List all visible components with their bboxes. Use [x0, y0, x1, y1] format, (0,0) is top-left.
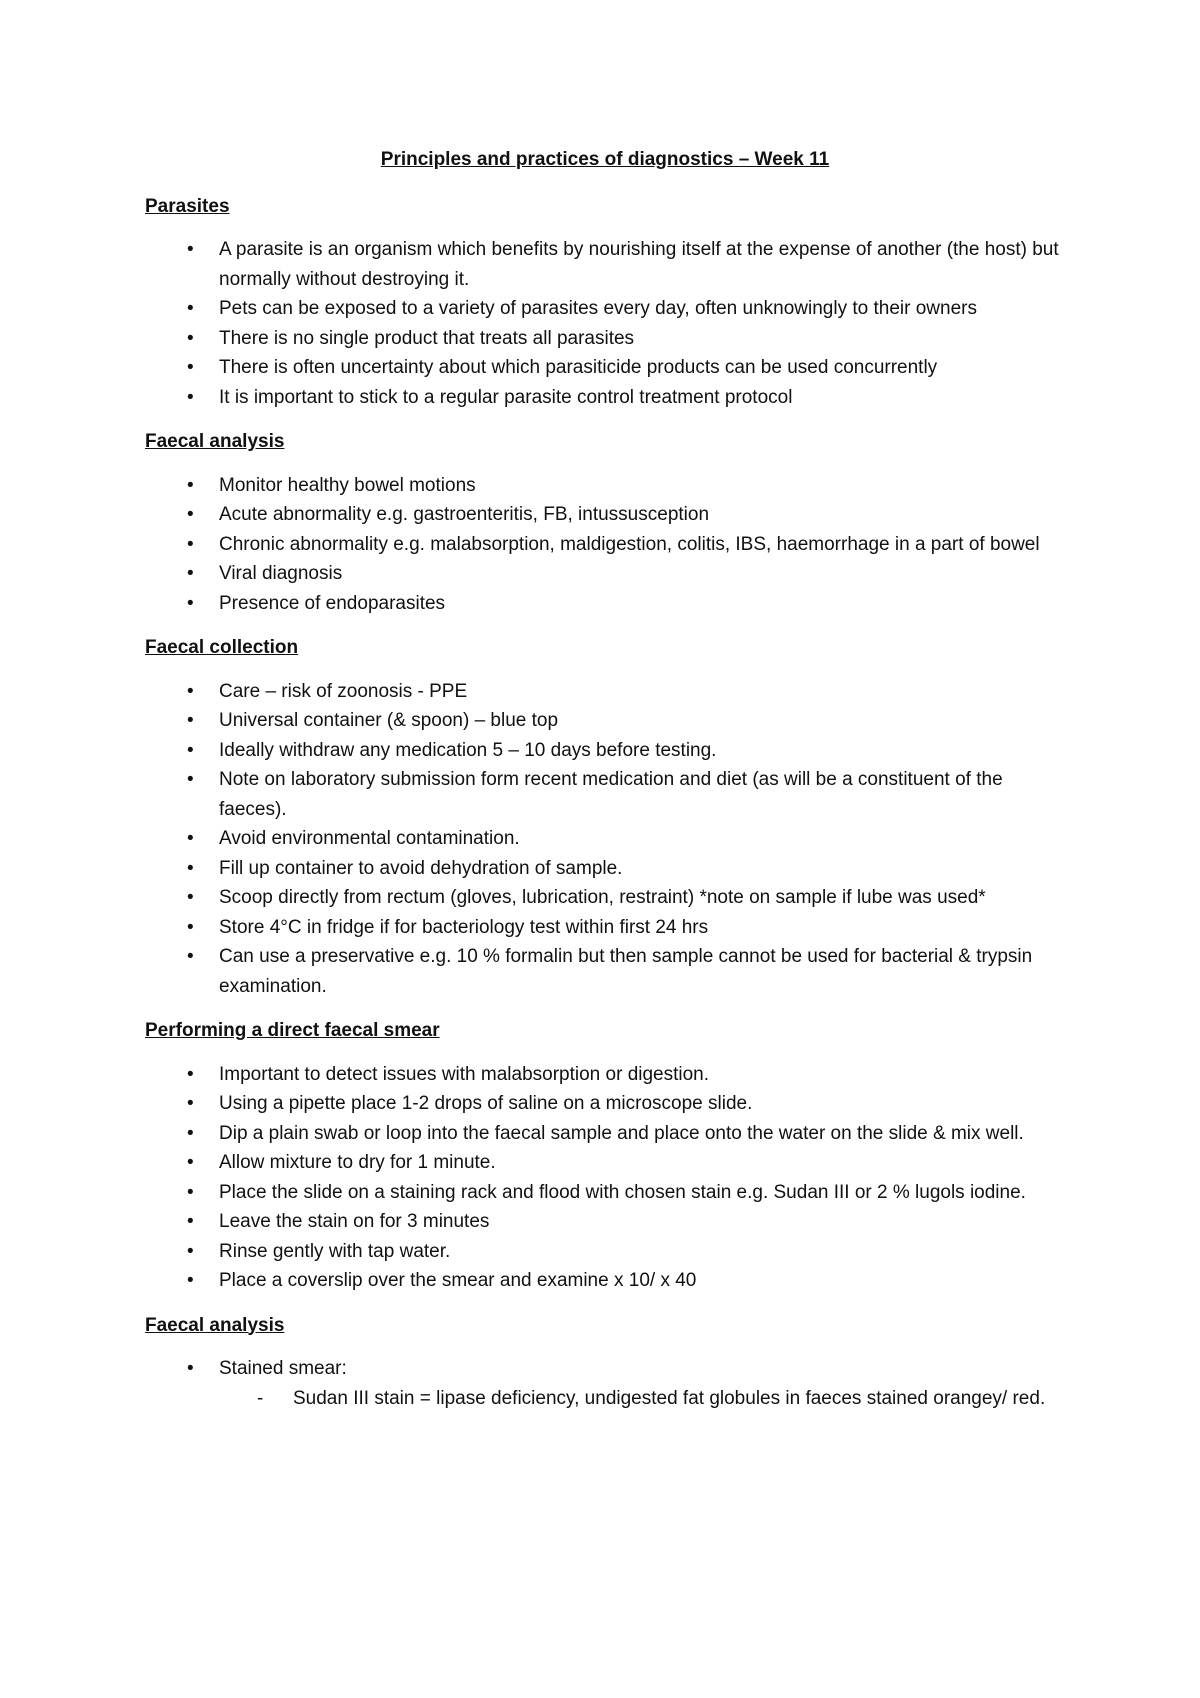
section-direct-faecal-smear [145, 1016, 1065, 1296]
list-item: • Can use a preservative e.g. 10 % formalin but then sample cannot be used for bacterial & trypsin examination. [145, 942, 1065, 1001]
bullet-list [145, 677, 1065, 1002]
list-item: • Scoop directly from rectum (gloves, lubrication, restraint) *note on sample if lube was used* [145, 883, 1065, 913]
bullet-list [145, 235, 1065, 412]
section-faecal-analysis-stained [145, 1311, 1065, 1414]
list-item: • Viral diagnosis [145, 559, 1065, 589]
sub-list [219, 1384, 1065, 1414]
section-heading: Performing a direct faecal smear [145, 1020, 440, 1041]
list-item [145, 1354, 1065, 1413]
document-body [145, 145, 1065, 1428]
list-item: • Ideally withdraw any medication 5 – 10 days before testing. [145, 736, 1065, 766]
list-item: • Using a pipette place 1-2 drops of saline on a microscope slide. [145, 1089, 1065, 1119]
list-item: • Allow mixture to dry for 1 minute. [145, 1148, 1065, 1178]
bullet-list [145, 1354, 1065, 1413]
bullet-list [145, 471, 1065, 619]
section-heading: Parasites [145, 195, 230, 217]
list-item: • There is often uncertainty about which parasiticide products can be used concurrently [145, 353, 1065, 383]
section-parasites [145, 192, 1065, 413]
list-item: • Place the slide on a staining rack and flood with chosen stain e.g. Sudan III or 2 % lugols iodine. [145, 1178, 1065, 1208]
list-item: • Acute abnormality e.g. gastroenteritis, FB, intussusception [145, 500, 1065, 530]
section-heading: Faecal analysis [145, 431, 285, 452]
page-title: Principles and practices of diagnostics – Week 11 [380, 149, 830, 170]
list-item: • Dip a plain swab or loop into the faecal sample and place onto the water on the slide & mix well. [145, 1119, 1065, 1149]
list-item: • Pets can be exposed to a variety of parasites every day, often unknowingly to their owners [145, 294, 1065, 324]
list-item: • Care – risk of zoonosis - PPE [145, 677, 1065, 707]
list-item: • Monitor healthy bowel motions [145, 471, 1065, 501]
list-item: • Rinse gently with tap water. [145, 1237, 1065, 1267]
section-faecal-analysis [145, 427, 1065, 618]
list-item: • It is important to stick to a regular parasite control treatment protocol [145, 383, 1065, 413]
sub-list-item: - Sudan III stain = lipase deficiency, undigested fat globules in faeces stained orangey/ red. [219, 1384, 1065, 1414]
list-item: • Store 4°C in fridge if for bacteriology test within first 24 hrs [145, 913, 1065, 943]
list-item: • There is no single product that treats all parasites [145, 324, 1065, 354]
list-item: • Important to detect issues with malabsorption or digestion. [145, 1060, 1065, 1090]
list-item: • Presence of endoparasites [145, 589, 1065, 619]
section-heading: Faecal collection [145, 637, 299, 658]
list-item: • Note on laboratory submission form recent medication and diet (as will be a constituent of the faeces). [145, 765, 1065, 824]
section-heading: Faecal analysis [145, 1314, 285, 1336]
list-item: • Universal container (& spoon) – blue top [145, 706, 1065, 736]
list-item: • Fill up container to avoid dehydration of sample. [145, 854, 1065, 884]
list-item-text: Stained smear: [219, 1358, 347, 1379]
list-item: • Place a coverslip over the smear and examine x 10/ x 40 [145, 1266, 1065, 1296]
list-item: • Avoid environmental contamination. [145, 824, 1065, 854]
bullet-list [145, 1060, 1065, 1296]
list-item: • Leave the stain on for 3 minutes [145, 1207, 1065, 1237]
list-item: • Chronic abnormality e.g. malabsorption, maldigestion, colitis, IBS, haemorrhage in a part of bowel [145, 530, 1065, 560]
section-faecal-collection [145, 633, 1065, 1001]
list-item: • A parasite is an organism which benefits by nourishing itself at the expense of another (the host) but normally without destroying it. [145, 235, 1065, 294]
